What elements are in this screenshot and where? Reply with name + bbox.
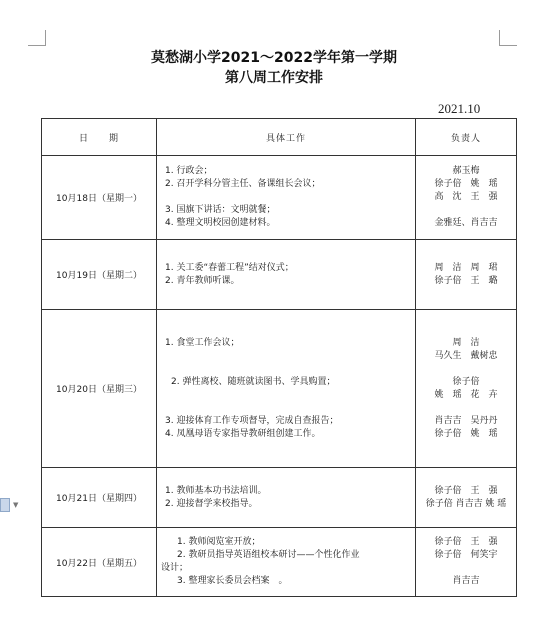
owner-line: 肖吉吉 吴丹丹 [434, 415, 498, 426]
owner-line: 姚 瑶 花 卉 [434, 389, 498, 400]
table-row [42, 310, 517, 468]
work-item: 1. 教师基本功书法培训。 [165, 485, 267, 496]
work-item: 1. 行政会； [165, 166, 213, 176]
chevron-down-icon[interactable]: ▼ [13, 501, 19, 509]
work-item: 2. 教研员指导英语组校本研讨——个性化作业 [177, 550, 360, 560]
table-row [42, 240, 517, 310]
row-work [157, 468, 416, 528]
row-owner [416, 528, 517, 597]
owner-line: 周 洁 [452, 337, 480, 348]
table-row [42, 528, 517, 597]
work-item: 1. 教师阅览室开放； [177, 537, 261, 547]
owner-line: 徐子倍 何笑宇 [434, 550, 498, 560]
row-date: 10月18日（星期一） [42, 156, 157, 240]
row-work [157, 310, 416, 468]
owner-line: 徐子倍 王 强 [434, 485, 498, 496]
crop-mark-top-left-v [45, 30, 46, 46]
crop-mark-top-right-v [499, 30, 500, 46]
row-owner [416, 468, 517, 528]
document-date: 2021.10 [438, 101, 481, 116]
owner-line: 高 沈 王 强 [434, 192, 498, 202]
table-row [42, 156, 517, 240]
row-date: 10月21日（星期四） [42, 468, 157, 528]
work-item: 3. 迎接体育工作专项督导，完成自查报告； [165, 415, 339, 426]
owner-line: 徐子倍 [452, 376, 480, 387]
work-item: 3. 国旗下讲话：文明就餐； [165, 205, 276, 215]
row-owner [416, 240, 517, 310]
work-item: 设计； [161, 563, 189, 573]
document-icon[interactable] [0, 498, 10, 512]
work-item: 2. 弹性离校、随班就读图书、学具购置； [171, 376, 336, 387]
crop-mark-top-left-h [28, 45, 46, 46]
owner-line: 肖吉吉 [452, 576, 480, 586]
work-item: 1. 关工委“春蕾工程”结对仪式； [165, 262, 294, 273]
row-work [157, 528, 416, 597]
crop-mark-top-right-h [499, 45, 517, 46]
work-item: 2. 青年教师听课。 [165, 275, 240, 286]
work-item: 1. 食堂工作会议； [165, 337, 240, 348]
document-title: 莫愁湖小学2021～2022学年第一学期 [151, 50, 397, 66]
document-subtitle: 第八周工作安排 [225, 70, 323, 86]
row-work [157, 156, 416, 240]
owner-line: 徐子倍 王 强 [434, 537, 498, 547]
owner-line: 徐子倍 姚 瑶 [434, 428, 498, 439]
work-item: 2. 迎接督学来校指导。 [165, 498, 258, 509]
owner-line: 马久生 戴树忠 [434, 350, 498, 361]
schedule-table [41, 118, 517, 597]
row-date: 10月20日（星期三） [42, 310, 157, 468]
work-item: 3. 整理家长委员会档案 。 [177, 576, 288, 586]
owner-line: 金雅廷、肖吉吉 [434, 218, 498, 228]
work-item: 4. 凤凰母语专家指导教研组创建工作。 [165, 428, 321, 439]
header-date: 日 期 [42, 119, 157, 156]
owner-line: 徐子倍 姚 瑶 [434, 179, 498, 189]
row-owner [416, 156, 517, 240]
row-date: 10月19日（星期二） [42, 240, 157, 310]
owner-line: 郝玉梅 [452, 166, 480, 176]
owner-line: 周 洁 周 珺 [434, 262, 498, 273]
owner-line: 徐子倍 肖吉吉 姚 瑶 [425, 498, 507, 509]
row-owner [416, 310, 517, 468]
header-owner: 负责人 [416, 119, 517, 156]
table-header-row [42, 119, 517, 156]
work-item: 2. 召开学科分管主任、备课组长会议； [165, 179, 321, 189]
owner-line: 徐子倍 王 璐 [434, 275, 498, 286]
table-row [42, 468, 517, 528]
header-work: 具体工作 [157, 119, 416, 156]
row-work [157, 240, 416, 310]
row-date: 10月22日（星期五） [42, 528, 157, 597]
work-item: 4. 整理文明校园创建材料。 [165, 218, 276, 228]
